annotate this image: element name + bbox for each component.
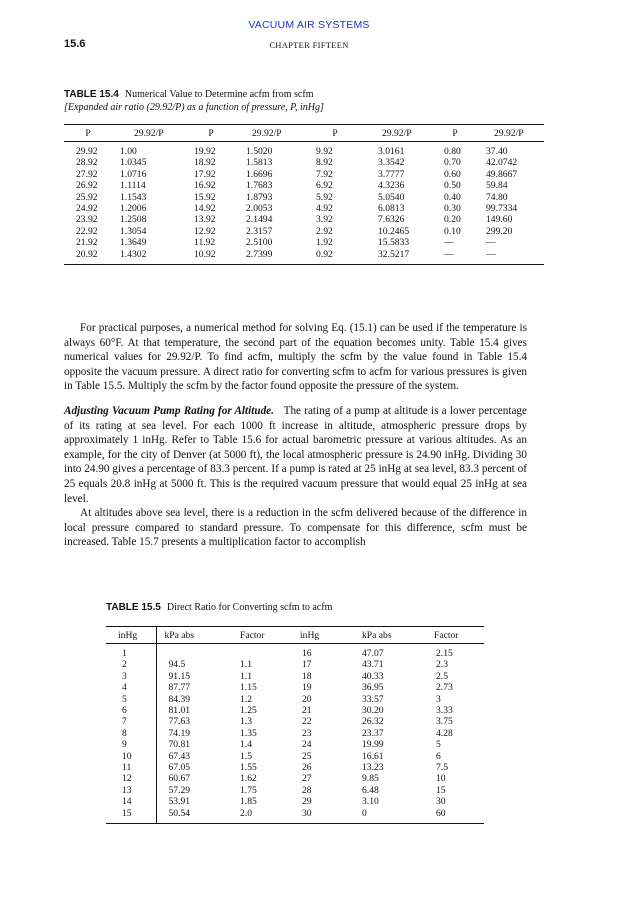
table-row (64, 180, 544, 191)
table-cell: 8 (122, 727, 127, 739)
table-cell: 2 (122, 659, 127, 671)
table-cell: 2.1494 (246, 214, 273, 226)
table-cell (156, 644, 228, 660)
table-cell: 1 (122, 648, 127, 659)
table-cell: 1.0345 (120, 157, 147, 169)
table-15-4-title: Numerical Value to Determine acfm from scfm (124, 89, 314, 100)
table-row (64, 192, 544, 203)
table-cell: 18.92 (194, 157, 216, 169)
table-cell: 99.7334 (486, 203, 518, 215)
table-cell: 67.05 (156, 762, 228, 773)
table-cell: 3.0161 (378, 146, 405, 157)
column-header: 29.92/P (236, 125, 308, 142)
table-cell: 4.92 (316, 203, 333, 215)
table-cell: 9.92 (316, 146, 333, 157)
table-cell: 2.3157 (246, 225, 273, 237)
table-cell: 67.43 (156, 751, 228, 762)
table-row (106, 716, 484, 727)
table-cell: 6 (436, 750, 441, 762)
column-header: 29.92/P (362, 125, 438, 142)
body-text (64, 321, 527, 550)
table-cell (228, 644, 290, 660)
table-cell: 1.5813 (246, 157, 273, 169)
table-cell: 1.75 (240, 784, 257, 796)
table-cell: 26.92 (76, 180, 98, 192)
table-cell: 6.0813 (378, 203, 405, 215)
table-cell: 5 (122, 693, 127, 705)
table-cell: 7.5 (436, 762, 448, 774)
table-cell: 57.29 (156, 785, 228, 796)
table-cell: 1.2 (240, 693, 252, 705)
table-cell: 1.8793 (246, 191, 273, 203)
table-cell: 0.60 (444, 168, 461, 180)
table-cell: 0.92 (308, 249, 362, 265)
table-cell: 16 (302, 648, 312, 659)
table-cell: 2.5 (436, 670, 448, 682)
table-cell: 17 (302, 659, 312, 671)
table-cell: 0.40 (444, 191, 461, 203)
table-cell: — (438, 249, 472, 265)
table-cell: 0.30 (444, 203, 461, 215)
table-cell: 16.92 (194, 180, 216, 192)
table-row (64, 203, 544, 214)
table-cell: 36.95 (362, 682, 384, 694)
table-cell: 16.61 (362, 750, 384, 762)
column-header: kPa abs (350, 627, 422, 644)
table-cell: 4 (122, 682, 127, 694)
column-header: P (308, 125, 362, 142)
column-header: 29.92/P (112, 125, 186, 142)
table-cell: 5.0540 (378, 191, 405, 203)
table-cell: 1.3054 (120, 225, 147, 237)
table-cell: 1.85 (240, 796, 257, 808)
table-15-5 (106, 626, 484, 824)
table-row (106, 728, 484, 739)
table-cell: 47.07 (362, 648, 384, 659)
table-row (64, 142, 544, 158)
table-cell: 26.32 (362, 716, 384, 728)
table-cell: 1.00 (120, 146, 137, 157)
column-header: kPa abs (156, 627, 228, 644)
table-cell: 15 (436, 784, 446, 796)
paragraph-2 (64, 404, 527, 506)
table-cell: 1.35 (240, 727, 257, 739)
table-row (64, 169, 544, 180)
table-cell: 29.92 (76, 146, 98, 157)
column-header: P (438, 125, 472, 142)
table-cell: 24 (302, 739, 312, 751)
table-cell: 5 (436, 739, 441, 751)
table-cell: 10 (436, 773, 446, 785)
table-row (106, 796, 484, 807)
table-cell: 29 (302, 796, 312, 808)
table-row (64, 237, 544, 248)
column-header: 29.92/P (472, 125, 544, 142)
table-cell: 53.91 (156, 796, 228, 807)
table-cell: 6 (122, 705, 127, 717)
table-cell: 13.23 (362, 762, 384, 774)
table-cell: 10 (122, 750, 132, 762)
paragraph-3: At altitudes above sea level, there is a reduction in the scfm delivered because of the difference in local pressure compared to standard pressure. To compensate for this difference, scfm must be increased. Table 15.7 presents a multiplication factor to accomplish (64, 507, 527, 549)
table-cell: 1.6696 (246, 168, 273, 180)
table-cell: 3.10 (362, 796, 379, 808)
table-cell: 13.92 (194, 214, 216, 226)
table-cell: 9 (122, 739, 127, 751)
table-cell: 74.80 (486, 191, 508, 203)
table-cell: 3 (122, 670, 127, 682)
table-cell: 11 (122, 762, 132, 774)
table-cell: 23.37 (362, 727, 384, 739)
column-header: Factor (228, 627, 290, 644)
table-cell: 27.92 (76, 168, 98, 180)
table-cell: 1.55 (240, 762, 257, 774)
table-cell: 94.5 (156, 659, 228, 670)
table-cell: 1.15 (240, 682, 257, 694)
table-cell: 7.6326 (378, 214, 405, 226)
table-cell: 32.5217 (362, 249, 438, 265)
table-cell: — (486, 237, 496, 249)
table-cell: 11.92 (194, 237, 216, 249)
table-cell: 10.92 (186, 249, 236, 265)
table-cell: 1.2006 (120, 203, 147, 215)
table-row (106, 808, 484, 824)
table-row (106, 762, 484, 773)
table-cell: 4.28 (436, 727, 453, 739)
table-cell: 15 (106, 808, 156, 824)
table-row (106, 682, 484, 693)
table-cell: 28 (302, 784, 312, 796)
table-cell: 59.84 (486, 180, 508, 192)
table-cell: 1.4 (240, 739, 252, 751)
table-cell: 23.92 (76, 214, 98, 226)
table-cell: 18 (302, 670, 312, 682)
table-cell: 4.3236 (378, 180, 405, 192)
table-cell: 91.15 (156, 671, 228, 682)
table-cell: 1.4302 (112, 249, 186, 265)
table-row (106, 705, 484, 716)
table-cell: 19.99 (362, 739, 384, 751)
table-cell: 40.33 (362, 670, 384, 682)
table-15-4 (64, 124, 544, 265)
table-cell: 2.15 (436, 648, 453, 659)
table-cell: — (444, 237, 454, 249)
table-cell: 13 (122, 784, 132, 796)
table-cell: 84.39 (156, 694, 228, 705)
column-header: P (64, 125, 112, 142)
table-cell: 2.3 (436, 659, 448, 671)
table-cell: 22 (302, 716, 312, 728)
table-cell: 6.92 (316, 180, 333, 192)
table-row (106, 694, 484, 705)
table-cell: 0.70 (444, 157, 461, 169)
table-row (106, 739, 484, 750)
table-cell: 1.3649 (120, 237, 147, 249)
table-cell: 1.92 (316, 237, 333, 249)
table-cell: 30 (436, 796, 446, 808)
table-cell: 3.3542 (378, 157, 405, 169)
table-cell: 43.71 (362, 659, 384, 671)
table-cell: 7 (122, 716, 127, 728)
column-header: inHg (290, 627, 350, 644)
table-row (64, 226, 544, 237)
table-cell: 1.5020 (246, 146, 273, 157)
chapter-title: CHAPTER FIFTEEN (269, 40, 349, 50)
table-cell: 1.1 (240, 670, 252, 682)
table-row (106, 644, 484, 660)
table-cell: 25 (302, 750, 312, 762)
table-cell: 15.92 (194, 191, 216, 203)
table-cell: 10.2465 (378, 225, 410, 237)
table-row (106, 751, 484, 762)
table-cell: 21 (302, 705, 312, 717)
table-cell: — (472, 249, 544, 265)
paragraph-1: For practical purposes, a numerical method for solving Eq. (15.1) can be used if the temperature is always 60°F. At that temperature, the second part of the equation becomes unity. Table 15.4 gives numerical values for 29.92/P. To find acfm, multiply the scfm by the value found in Table 15.4 opposite the vacuum pressure. A direct ratio for converting scfm to acfm for various pressures is given in Table 15.5. Multiply the scfm by the factor found opposite the pressure of the system. (64, 322, 527, 393)
table-cell: 12.92 (194, 225, 216, 237)
table-cell: 2.7399 (236, 249, 308, 265)
table-row (64, 157, 544, 168)
table-cell: 19.92 (194, 146, 216, 157)
table-cell: 5.92 (316, 191, 333, 203)
table-cell: 0.80 (444, 146, 461, 157)
table-cell: 20.92 (64, 249, 112, 265)
table-cell: 60.67 (156, 773, 228, 784)
table-row (106, 773, 484, 784)
table-cell: 14 (122, 796, 132, 808)
table-15-5-caption (106, 601, 506, 614)
table-row (64, 214, 544, 225)
table-cell: 19 (302, 682, 312, 694)
table-15-4-subtitle: [Expanded air ratio (29.92/P) as a function of pressure, P, inHg] (64, 102, 324, 113)
table-cell: 27 (302, 773, 312, 785)
table-cell: 1.25 (240, 705, 257, 717)
table-cell: 6.48 (362, 784, 379, 796)
column-header: P (186, 125, 236, 142)
table-cell: 1.1 (240, 659, 252, 671)
table-cell: 1.0716 (120, 168, 147, 180)
table-cell: 2.73 (436, 682, 453, 694)
table-cell: 28.92 (76, 157, 98, 169)
table-cell: 50.54 (156, 808, 228, 824)
table-cell: 23 (302, 727, 312, 739)
table-cell: 42.0742 (486, 157, 518, 169)
column-header: inHg (106, 627, 156, 644)
table-cell: 2.5100 (246, 237, 273, 249)
table-header-row (64, 125, 544, 142)
table-cell: 74.19 (156, 728, 228, 739)
table-cell: 9.85 (362, 773, 379, 785)
table-cell: 0.50 (444, 180, 461, 192)
table-cell: 49.8667 (486, 168, 518, 180)
table-cell: 70.81 (156, 739, 228, 750)
table-15-5-title: Direct Ratio for Converting scfm to acfm (166, 602, 333, 613)
table-cell: 0.20 (444, 214, 461, 226)
table-row (106, 659, 484, 670)
table-cell: 87.77 (156, 682, 228, 693)
table-cell: 0 (350, 808, 422, 824)
table-cell: 33.57 (362, 693, 384, 705)
table-cell: 1.1114 (120, 180, 146, 192)
table-cell: 299.20 (486, 225, 513, 237)
table-row (106, 671, 484, 682)
table-row (106, 785, 484, 796)
table-cell: 77.63 (156, 716, 228, 727)
table-cell: 22.92 (76, 225, 98, 237)
table-cell: 1.5 (240, 750, 252, 762)
table-cell: 17.92 (194, 168, 216, 180)
table-cell: 1.7683 (246, 180, 273, 192)
table-cell: 3.7777 (378, 168, 405, 180)
table-cell: 1.2508 (120, 214, 147, 226)
table-cell: 149.60 (486, 214, 513, 226)
table-cell: 15.5833 (378, 237, 410, 249)
table-cell: 20 (302, 693, 312, 705)
table-cell: 2.92 (316, 225, 333, 237)
table-cell: 1.3 (240, 716, 252, 728)
table-row (64, 249, 544, 265)
table-header-row (106, 627, 484, 644)
table-cell: 3.75 (436, 716, 453, 728)
table-cell: 2.0053 (246, 203, 273, 215)
section-heading-altitude: Adjusting Vacuum Pump Rating for Altitude. (64, 404, 274, 417)
page-number: 15.6 (64, 38, 86, 50)
table-cell: 12 (122, 773, 132, 785)
table-cell: 1.1543 (120, 191, 147, 203)
table-cell: 81.01 (156, 705, 228, 716)
table-cell: 30.20 (362, 705, 384, 717)
paragraph-2-text: The rating of a pump at altitude is a lower percentage of its rating at sea level. For each 1000 ft increase in altitude, atmospheric pressure drops by approximately 1 inHg. Refer to Table 15.6 for actual barometric pressure at various altitudes. As an example, for the city of Denver (at 5000 ft), the local atmospheric pressure is 24.90 inHg. Dividing 30 into 24.90 gives a percentage of 83.3 percent. If a pump is rated at 25 inHg at sea level, 83.3 percent of 25 equals 20.8 inHg at 5000 ft. This is the required vacuum pressure that would equal 25 inHg at sea level. (64, 404, 527, 505)
table-cell: 7.92 (316, 168, 333, 180)
table-cell: 3.92 (316, 214, 333, 226)
table-cell: 37.40 (486, 146, 508, 157)
table-cell: 1.62 (240, 773, 257, 785)
table-cell: 8.92 (316, 157, 333, 169)
table-cell: 30 (290, 808, 350, 824)
running-head: VACUUM AIR SYSTEMS (248, 19, 370, 31)
column-header: Factor (422, 627, 484, 644)
table-cell: 14.92 (194, 203, 216, 215)
table-cell: 26 (302, 762, 312, 774)
table-cell: 3.33 (436, 705, 453, 717)
table-15-4-caption (64, 88, 544, 114)
table-15-4-number: TABLE 15.4 (64, 89, 119, 100)
table-15-5-number: TABLE 15.5 (106, 602, 161, 613)
table-cell: 60 (422, 808, 484, 824)
table-cell: 25.92 (76, 191, 98, 203)
table-cell: 0.10 (444, 225, 461, 237)
table-cell: 24.92 (76, 203, 98, 215)
table-cell: 3 (436, 693, 441, 705)
table-cell: 2.0 (228, 808, 290, 824)
table-cell: 21.92 (76, 237, 98, 249)
